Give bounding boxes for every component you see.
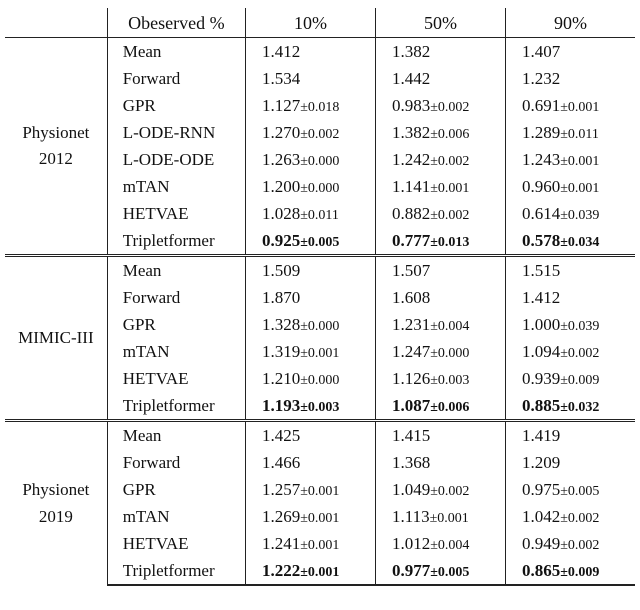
value-std: ±0.032	[560, 399, 600, 415]
value-cell-10	[245, 200, 375, 227]
value-cell-10	[245, 256, 375, 285]
value-std: ±0.011	[560, 126, 599, 142]
value-std: ±0.002	[430, 99, 470, 115]
table-row	[5, 38, 635, 66]
value-mean: 0.925	[261, 230, 301, 250]
value-cell-90	[505, 65, 635, 92]
value-std: ±0.001	[560, 153, 600, 169]
value-cell-10	[245, 146, 375, 173]
method-name: mTAN	[107, 503, 245, 530]
value-cell-50	[375, 256, 505, 285]
value-mean: 1.382	[391, 122, 431, 142]
value-cell-90	[505, 503, 635, 530]
value-mean: 1.242	[391, 149, 431, 169]
value-mean: 1.270	[261, 122, 301, 142]
value-cell-90	[505, 200, 635, 227]
value-mean: 0.977	[391, 560, 431, 580]
value-mean: 1.263	[261, 149, 301, 169]
value-mean: 1.289	[521, 122, 561, 142]
value-mean: 1.419	[521, 426, 561, 445]
value-std: ±0.018	[300, 99, 340, 115]
value-mean: 1.382	[391, 42, 431, 61]
value-std: ±0.005	[300, 234, 340, 250]
dataset-year: 2012	[38, 149, 73, 168]
value-mean: 1.241	[261, 533, 301, 553]
value-std: ±0.000	[430, 345, 470, 361]
method-name: mTAN	[107, 173, 245, 200]
value-std: ±0.000	[300, 180, 340, 196]
value-cell-90	[505, 92, 635, 119]
value-std: ±0.004	[430, 537, 470, 553]
value-std: ±0.003	[430, 372, 470, 388]
value-std: ±0.001	[300, 483, 340, 499]
method-name: GPR	[107, 311, 245, 338]
value-cell-50	[375, 557, 505, 585]
value-cell-50	[375, 173, 505, 200]
method-name: HETVAE	[107, 365, 245, 392]
value-std: ±0.001	[300, 564, 340, 580]
value-mean: 1.415	[391, 426, 431, 445]
value-std: ±0.001	[300, 510, 340, 526]
value-mean: 1.042	[521, 506, 561, 526]
value-cell-10	[245, 503, 375, 530]
value-cell-50	[375, 365, 505, 392]
value-std: ±0.006	[430, 399, 470, 415]
value-mean: 0.960	[521, 176, 561, 196]
value-cell-50	[375, 311, 505, 338]
method-name: GPR	[107, 476, 245, 503]
value-std: ±0.002	[300, 126, 340, 142]
value-std: ±0.006	[430, 126, 470, 142]
value-cell-50	[375, 92, 505, 119]
value-mean: 1.232	[521, 69, 561, 88]
value-cell-50	[375, 119, 505, 146]
value-mean: 1.425	[261, 426, 301, 445]
value-mean: 1.515	[521, 261, 561, 280]
value-mean: 1.200	[261, 176, 301, 196]
value-std: ±0.000	[300, 153, 340, 169]
value-mean: 1.049	[391, 479, 431, 499]
header-row	[5, 8, 635, 38]
value-mean: 1.028	[261, 203, 301, 223]
dataset-name: MIMIC-III	[18, 327, 94, 347]
value-std: ±0.002	[560, 510, 600, 526]
value-cell-50	[375, 392, 505, 421]
value-cell-10	[245, 284, 375, 311]
value-cell-50	[375, 476, 505, 503]
value-cell-10	[245, 119, 375, 146]
method-name: Mean	[107, 256, 245, 285]
header-dataset-cell	[5, 8, 107, 38]
value-cell-50	[375, 227, 505, 256]
dataset-year: 2019	[38, 506, 73, 526]
value-cell-10	[245, 65, 375, 92]
value-std: ±0.009	[560, 372, 600, 388]
value-mean: 0.983	[391, 95, 431, 115]
value-mean: 0.949	[521, 533, 561, 553]
value-mean: 1.087	[391, 395, 431, 415]
value-mean: 1.126	[391, 368, 431, 388]
value-cell-90	[505, 227, 635, 256]
value-cell-50	[375, 338, 505, 365]
value-cell-50	[375, 449, 505, 476]
value-std: ±0.001	[300, 537, 340, 553]
value-mean: 1.466	[261, 453, 301, 472]
value-cell-90	[505, 284, 635, 311]
value-mean: 1.507	[391, 261, 431, 280]
value-mean: 0.777	[391, 230, 431, 250]
value-mean: 1.442	[391, 69, 431, 88]
value-cell-50	[375, 421, 505, 450]
header-method: Obeserved %	[107, 8, 245, 38]
value-mean: 1.534	[261, 69, 301, 88]
dataset-name: Physionet	[22, 122, 90, 142]
value-cell-90	[505, 338, 635, 365]
value-mean: 1.012	[391, 533, 431, 553]
value-std: ±0.001	[429, 510, 469, 526]
value-cell-10	[245, 38, 375, 66]
value-cell-90	[505, 449, 635, 476]
value-std: ±0.039	[560, 318, 600, 334]
value-mean: 1.222	[261, 560, 301, 580]
method-name: L-ODE-ODE	[107, 146, 245, 173]
value-cell-50	[375, 65, 505, 92]
method-name: Tripletformer	[107, 392, 245, 421]
method-name: Mean	[107, 38, 245, 66]
value-cell-90	[505, 119, 635, 146]
value-cell-90	[505, 476, 635, 503]
value-cell-10	[245, 311, 375, 338]
value-std: ±0.004	[430, 318, 470, 334]
value-mean: 0.865	[521, 560, 561, 580]
value-mean: 1.094	[521, 341, 561, 361]
table-body	[5, 38, 635, 586]
value-std: ±0.009	[560, 564, 600, 580]
value-mean: 1.328	[261, 314, 301, 334]
value-cell-50	[375, 530, 505, 557]
value-std: ±0.001	[430, 180, 470, 196]
value-std: ±0.003	[300, 399, 340, 415]
value-std: ±0.005	[560, 483, 600, 499]
value-mean: 1.509	[261, 261, 301, 280]
value-cell-90	[505, 392, 635, 421]
value-std: ±0.001	[560, 180, 600, 196]
value-mean: 0.691	[521, 95, 561, 115]
value-cell-10	[245, 338, 375, 365]
value-mean: 1.210	[261, 368, 301, 388]
method-name: Forward	[107, 65, 245, 92]
method-name: Mean	[107, 421, 245, 450]
dataset-name: Physionet	[22, 480, 90, 500]
value-cell-50	[375, 200, 505, 227]
value-mean: 0.882	[391, 203, 431, 223]
value-std: ±0.011	[300, 207, 339, 223]
method-name: GPR	[107, 92, 245, 119]
value-mean: 1.407	[521, 42, 561, 61]
value-mean: 1.000	[521, 314, 561, 334]
method-name: Forward	[107, 449, 245, 476]
value-std: ±0.002	[560, 537, 600, 553]
value-cell-10	[245, 173, 375, 200]
method-name: mTAN	[107, 338, 245, 365]
value-mean: 1.870	[261, 288, 301, 307]
value-mean: 1.141	[391, 176, 431, 196]
value-std: ±0.002	[430, 153, 470, 169]
value-cell-10	[245, 392, 375, 421]
value-std: ±0.001	[300, 345, 340, 361]
value-mean: 1.412	[521, 288, 561, 307]
header-50: 50%	[375, 8, 505, 38]
value-std: ±0.005	[430, 564, 470, 580]
value-std: ±0.002	[560, 345, 600, 361]
value-std: ±0.002	[430, 483, 470, 499]
value-mean: 0.614	[521, 203, 561, 223]
header-90: 90%	[553, 12, 587, 33]
value-std: ±0.039	[560, 207, 600, 223]
value-mean: 0.885	[521, 395, 561, 415]
value-mean: 0.578	[521, 230, 561, 250]
method-name: Tripletformer	[107, 557, 245, 585]
value-std: ±0.001	[560, 99, 600, 115]
value-std: ±0.002	[430, 207, 470, 223]
value-mean: 1.412	[261, 42, 301, 61]
value-cell-90	[505, 146, 635, 173]
value-cell-10	[245, 557, 375, 585]
value-cell-90	[505, 38, 635, 66]
value-cell-90	[505, 365, 635, 392]
dataset-cell	[5, 421, 107, 586]
value-cell-90	[505, 311, 635, 338]
value-mean: 1.127	[261, 95, 301, 115]
value-cell-90	[505, 557, 635, 585]
value-cell-10	[245, 449, 375, 476]
table-row	[5, 256, 635, 285]
value-mean: 1.247	[391, 341, 431, 361]
method-name: Forward	[107, 284, 245, 311]
value-mean: 1.269	[261, 506, 301, 526]
value-cell-90	[505, 421, 635, 450]
value-mean: 1.368	[391, 453, 431, 472]
value-mean: 0.975	[521, 479, 561, 499]
value-cell-90	[505, 256, 635, 285]
dataset-cell	[5, 256, 107, 421]
value-cell-90	[505, 173, 635, 200]
value-mean: 1.243	[521, 149, 561, 169]
value-cell-90	[505, 530, 635, 557]
value-mean: 1.193	[261, 395, 301, 415]
value-mean: 1.209	[521, 453, 561, 472]
method-name: HETVAE	[107, 530, 245, 557]
value-std: ±0.013	[430, 234, 470, 250]
value-cell-10	[245, 365, 375, 392]
header-10: 10%	[245, 8, 375, 38]
method-name: L-ODE-RNN	[107, 119, 245, 146]
value-cell-10	[245, 92, 375, 119]
value-cell-10	[245, 421, 375, 450]
value-cell-50	[375, 146, 505, 173]
value-mean: 1.113	[391, 506, 430, 526]
value-cell-10	[245, 476, 375, 503]
value-mean: 1.231	[391, 314, 431, 334]
results-table	[5, 8, 635, 586]
value-cell-50	[375, 284, 505, 311]
method-name: Tripletformer	[107, 227, 245, 256]
value-mean: 1.257	[261, 479, 301, 499]
value-cell-50	[375, 38, 505, 66]
value-cell-10	[245, 227, 375, 256]
value-cell-50	[375, 503, 505, 530]
value-cell-10	[245, 530, 375, 557]
table-row	[5, 421, 635, 450]
value-mean: 0.939	[521, 368, 561, 388]
method-name: HETVAE	[107, 200, 245, 227]
value-std: ±0.000	[300, 318, 340, 334]
dataset-cell	[5, 38, 107, 256]
value-std: ±0.034	[560, 234, 600, 250]
value-mean: 1.608	[391, 288, 431, 307]
value-std: ±0.000	[300, 372, 340, 388]
value-mean: 1.319	[261, 341, 301, 361]
